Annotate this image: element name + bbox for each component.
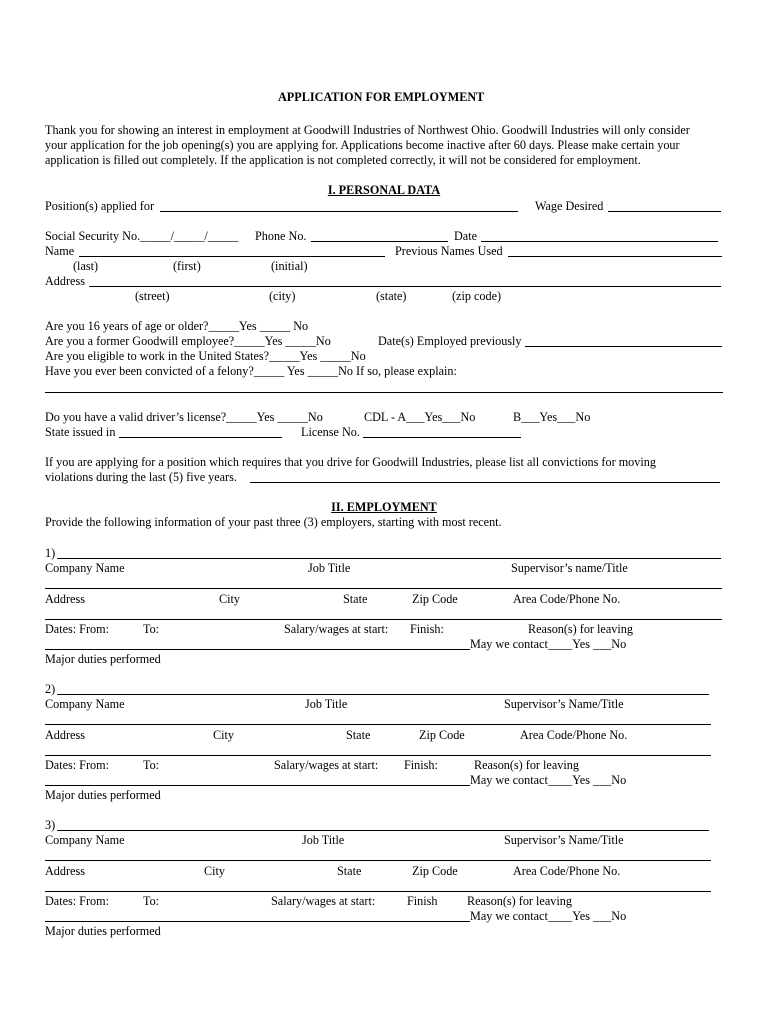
violations-field[interactable] <box>250 482 720 483</box>
name-field[interactable] <box>79 256 385 257</box>
drive-text-2: violations during the last (5) five years. <box>45 470 237 484</box>
intro-line-1: Thank you for showing an interest in employment at Goodwill Industries of Northwest Ohio. Goodwill Industries will only consider <box>45 123 690 137</box>
phone-label: Phone No. <box>255 229 307 243</box>
employer-2-finish-label: Finish: <box>404 758 438 772</box>
employer-1-address-label: Address <box>45 592 85 606</box>
employer-2-dates-line[interactable] <box>45 755 711 756</box>
employer-2-line[interactable] <box>57 694 709 695</box>
employer-2-supervisor-label: Supervisor’s Name/Title <box>504 697 624 711</box>
employer-2-zip-label: Zip Code <box>419 728 465 742</box>
address-street-caption: (street) <box>135 289 170 303</box>
employer-3-company-label: Company Name <box>45 833 125 847</box>
employer-2-dates-label: Dates: From: <box>45 758 109 772</box>
employer-2-address-label: Address <box>45 728 85 742</box>
employer-1-zip-label: Zip Code <box>412 592 458 606</box>
employer-1-company-label: Company Name <box>45 561 125 575</box>
employer-1-finish-label: Finish: <box>410 622 444 636</box>
intro-line-3: application is filled out completely. If the application is not completed correctly, it will not be considered for employment. <box>45 153 641 167</box>
license-no-label: License No. <box>301 425 360 439</box>
employer-3-reason-label: Reason(s) for leaving <box>467 894 572 908</box>
felony-explain-field[interactable] <box>45 392 723 393</box>
address-zip-caption: (zip code) <box>452 289 502 303</box>
question-eligible[interactable]: Are you eligible to work in the United States?_____Yes _____No <box>45 349 366 363</box>
employer-2-reason-line[interactable] <box>45 785 470 786</box>
question-license[interactable]: Do you have a valid driver’s license?_____Yes _____No <box>45 410 323 424</box>
employer-1-city-label: City <box>219 592 240 606</box>
employer-1-reason-label: Reason(s) for leaving <box>528 622 633 636</box>
employer-2-reason-label: Reason(s) for leaving <box>474 758 579 772</box>
employer-1-phone-label: Area Code/Phone No. <box>513 592 621 606</box>
dates-employed-label: Date(s) Employed previously <box>378 334 522 348</box>
position-field[interactable] <box>160 211 518 212</box>
employer-3-zip-label: Zip Code <box>412 864 458 878</box>
employer-2-to-label: To: <box>143 758 160 772</box>
dates-employed-field[interactable] <box>525 346 722 347</box>
cdl-a[interactable]: CDL - A___Yes___No <box>364 410 476 424</box>
employer-3-supervisor-label: Supervisor’s Name/Title <box>504 833 624 847</box>
employer-3-finish-label: Finish <box>407 894 438 908</box>
prev-names-label: Previous Names Used <box>395 244 503 258</box>
employer-1-duties-label: Major duties performed <box>45 652 161 666</box>
intro-line-2: your application for the job opening(s) you are applying for. Applications become inactive after 60 days. Please make certain your <box>45 138 680 152</box>
employer-3-salary-label: Salary/wages at start: <box>271 894 376 908</box>
date-field[interactable] <box>481 241 718 242</box>
address-label: Address <box>45 274 85 288</box>
employer-1-reason-line[interactable] <box>45 649 470 650</box>
phone-field[interactable] <box>311 241 448 242</box>
employer-3-city-label: City <box>204 864 225 878</box>
employer-2-duties-label: Major duties performed <box>45 788 161 802</box>
employer-2-city-label: City <box>213 728 234 742</box>
employer-3-reason-line[interactable] <box>45 921 470 922</box>
prev-names-field[interactable] <box>508 256 722 257</box>
employer-3-dates-label: Dates: From: <box>45 894 109 908</box>
wage-label: Wage Desired <box>535 199 604 213</box>
employer-3-phone-label: Area Code/Phone No. <box>513 864 621 878</box>
employer-1-address-line[interactable] <box>45 588 722 589</box>
employer-1-job-label: Job Title <box>308 561 351 575</box>
employer-2-phone-label: Area Code/Phone No. <box>520 728 628 742</box>
license-no-field[interactable] <box>363 437 521 438</box>
employer-3-duties-label: Major duties performed <box>45 924 161 938</box>
position-label: Position(s) applied for <box>45 199 154 213</box>
name-first-caption: (first) <box>173 259 201 273</box>
employer-1-dates-line[interactable] <box>45 619 722 620</box>
address-state-caption: (state) <box>376 289 407 303</box>
cdl-b[interactable]: B___Yes___No <box>513 410 591 424</box>
employer-2-address-line[interactable] <box>45 724 711 725</box>
state-issued-label: State issued in <box>45 425 116 439</box>
name-label: Name <box>45 244 75 258</box>
ssn-label: Social Security No._____/_____/_____ <box>45 229 239 243</box>
employer-2-state-label: State <box>346 728 371 742</box>
employer-2-salary-label: Salary/wages at start: <box>274 758 379 772</box>
date-label: Date <box>454 229 478 243</box>
page-title: APPLICATION FOR EMPLOYMENT <box>278 90 485 104</box>
employer-3-state-label: State <box>337 864 362 878</box>
employer-3-job-label: Job Title <box>302 833 345 847</box>
employer-3-to-label: To: <box>143 894 160 908</box>
employer-1-line[interactable] <box>57 558 721 559</box>
question-former-employee[interactable]: Are you a former Goodwill employee?_____Yes _____No <box>45 334 331 348</box>
employer-1-dates-label: Dates: From: <box>45 622 109 636</box>
name-initial-caption: (initial) <box>271 259 308 273</box>
employer-3-contact[interactable]: May we contact____Yes ___No <box>470 909 627 923</box>
employer-1-number: 1) <box>45 546 56 560</box>
employer-2-job-label: Job Title <box>305 697 348 711</box>
employer-1-contact[interactable]: May we contact____Yes ___No <box>470 637 627 651</box>
employer-2-number: 2) <box>45 682 56 696</box>
employment-instructions: Provide the following information of your past three (3) employers, starting with most recent. <box>45 515 502 529</box>
name-last-caption: (last) <box>73 259 99 273</box>
address-city-caption: (city) <box>269 289 296 303</box>
employer-1-salary-label: Salary/wages at start: <box>284 622 389 636</box>
employer-2-company-label: Company Name <box>45 697 125 711</box>
question-age[interactable]: Are you 16 years of age or older?_____Yes _____ No <box>45 319 309 333</box>
wage-field[interactable] <box>608 211 721 212</box>
employer-2-contact[interactable]: May we contact____Yes ___No <box>470 773 627 787</box>
employer-3-number: 3) <box>45 818 56 832</box>
employer-1-to-label: To: <box>143 622 160 636</box>
address-field[interactable] <box>89 286 721 287</box>
employer-3-address-line[interactable] <box>45 860 711 861</box>
employer-3-address-label: Address <box>45 864 85 878</box>
employment-heading: II. EMPLOYMENT <box>331 500 437 514</box>
question-felony[interactable]: Have you ever been convicted of a felony?_____ Yes _____No If so, please explain: <box>45 364 457 378</box>
state-issued-field[interactable] <box>119 437 282 438</box>
drive-text-1: If you are applying for a position which requires that you drive for Goodwill Industries, please list all convictions for moving <box>45 455 656 469</box>
employer-1-supervisor-label: Supervisor’s name/Title <box>511 561 628 575</box>
employer-3-dates-line[interactable] <box>45 891 711 892</box>
employer-3-line[interactable] <box>57 830 709 831</box>
personal-data-heading: I. PERSONAL DATA <box>327 183 441 197</box>
employer-1-state-label: State <box>343 592 368 606</box>
